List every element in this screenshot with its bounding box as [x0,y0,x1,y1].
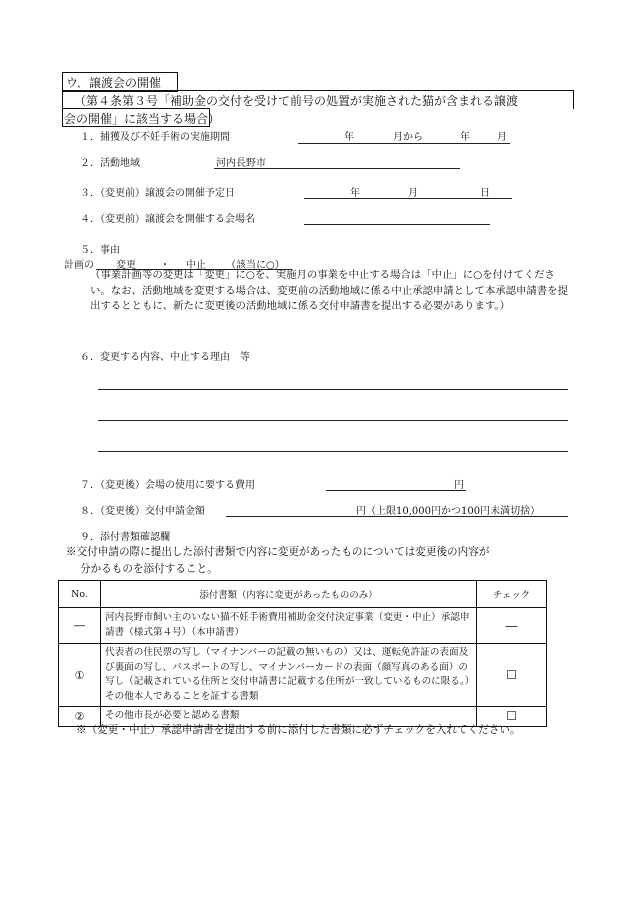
item3-label: ３．（変更前）譲渡会の開催予定日 [80,188,235,199]
header-check: チェック [477,581,547,608]
item2-label: ２．活動地域 [80,158,140,169]
row-document: 河内長野市飼い主のいない猫不妊手術費用補助金交付決定事業（変更・中止）承認申請書（様式第４号）（本申請書） [101,608,477,644]
reason-line-1 [98,389,568,390]
applicable-note: （該当に○） [226,260,285,271]
item4-label: ４．（変更前）譲渡会を開催する会場名 [80,214,255,225]
item1-month-from: 月から [393,132,423,143]
row-no: ― [59,608,101,644]
attachment-note-line1: ※交付申請の際に提出した添付書類で内容に変更があったものについては変更後の内容が [66,546,490,558]
row-document: 代表者の住民票の写し（マイナンバーの記載の無いもの）又は、運転免許証の表面及び裏面の写し、パスポートの写し、マイナンバーカードの表面（顔写真のある面）の写し（記載されている住所と交付申請書に記載する住所が一致しているものに限る。）その他本人であることを証する書類 [101,644,477,707]
item7-underline [326,490,466,491]
attachment-note-line2: 分かるものを添付すること。 [80,563,218,575]
footer-note: ※（変更・中止）承認申請書を提出する前に添付した書類に必ずチェックを入れてください。 [76,724,521,736]
item5-label: ５．事由 [80,245,120,256]
reason-note: （事業計画等の変更は「変更」に○を、実施月の事業を中止する場合は「中止」に○を付けてください。なお、活動地域を変更する場合は、変更前の活動地域に係る中止承認申請として本承認申請書を提出するとともに、新たに変更後の活動地域に係る交付申請書を提出する必要があります。） [90,269,568,312]
option-change: 変更 [116,260,136,271]
option-separator: ・ [160,260,170,271]
table-header-row [59,581,547,608]
section-subtitle-line1: （第４条第３号「補助金の交付を受けて前号の処置が実施された猫が含まれる譲渡 [74,94,519,108]
item1-label: １．捕獲及び不妊手術の実施期間 [80,132,230,143]
row-no: ① [59,644,101,707]
table-row [59,644,547,707]
section-title: ウ．譲渡会の開催 [66,76,162,90]
attachment-table [58,580,547,727]
row-document: その他市長が必要と認める書類 [101,707,477,727]
section-subtitle-line2: 会の開催」に該当する場合） [64,112,221,126]
item1-month-to: 月 [497,132,507,143]
item1-underline [298,143,510,144]
item9-label: ９．添付書類確認欄 [80,532,170,543]
header-no: No. [59,581,101,608]
item3-day: 日 [480,188,490,199]
item7-unit: 円 [454,480,464,491]
item2-underline [214,168,460,169]
table-row [59,608,547,644]
item3-year: 年 [350,188,360,199]
item7-label: ７．（変更後）会場の使用に要する費用 [80,480,255,491]
checkbox-other-documents[interactable]: ☐ [477,707,547,727]
option-cancel: 中止 [186,260,206,271]
item8-unit: 円（上限10,000円かつ100円未満切捨） [356,506,541,517]
row-no: ② [59,707,101,727]
item8-label: ８．（変更後）交付申請金額 [80,506,205,517]
item1-year-to: 年 [460,132,470,143]
activity-area-value: 河内長野市 [216,158,266,169]
item4-underline [304,224,490,225]
header-document: 添付書類（内容に変更があったもののみ） [101,581,477,608]
item6-label: ６．変更する内容、中止する理由 等 [80,352,250,363]
reason-line-3 [98,451,568,452]
reason-line-2 [98,420,568,421]
checkbox-resident-card[interactable]: ☐ [477,644,547,707]
item1-year-from: 年 [344,132,354,143]
row-check: ― [477,608,547,644]
item3-month: 月 [408,188,418,199]
plan-prefix: 計画の [64,260,94,271]
